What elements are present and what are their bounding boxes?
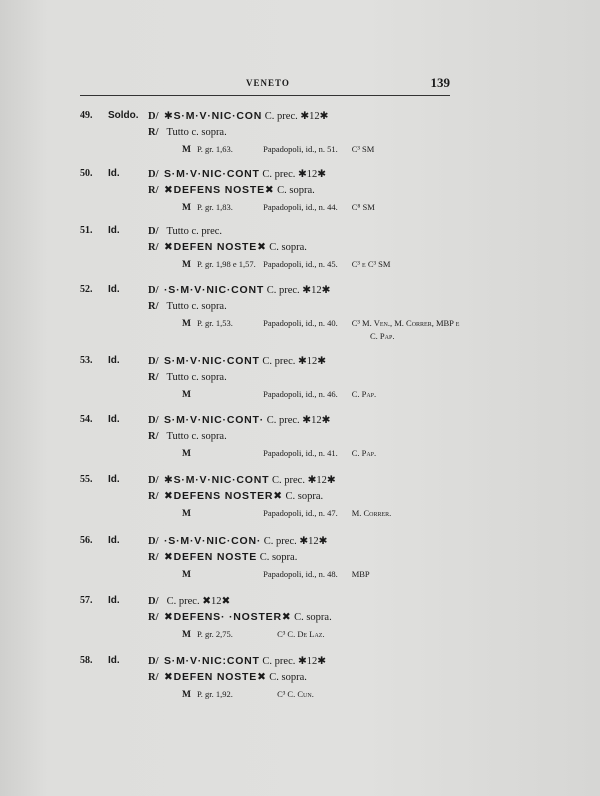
obverse-line xyxy=(148,474,336,486)
obverse-legend: ·S·M·V·NIC·CON· xyxy=(164,535,262,547)
collection-text: C⁸ SM xyxy=(351,202,375,212)
reverse-legend: ✖DEFENS NOSTE✖ xyxy=(164,184,275,196)
catalog-entry xyxy=(0,535,600,595)
obverse-legend: ✱S·M·V·NIC·CONT xyxy=(164,474,270,486)
catalog-entry xyxy=(0,168,600,228)
reverse-symbol: R/ xyxy=(148,491,159,502)
obverse-line xyxy=(148,535,327,547)
obverse-description: C. prec. ✱12✱ xyxy=(262,356,327,367)
catalog-entry xyxy=(0,655,600,715)
collection-text: C. Pap. xyxy=(351,448,377,458)
catalog-entry xyxy=(0,414,600,474)
reverse-description: Tutto c. sopra. xyxy=(166,372,227,383)
reverse-line xyxy=(148,671,307,683)
collection-text: MBP xyxy=(351,569,370,579)
metal-mark: M xyxy=(182,260,191,270)
entry-footnote xyxy=(182,318,459,329)
reverse-description: Tutto c. sopra. xyxy=(166,127,227,138)
reference-text: Papadopoli, id., n. 44. xyxy=(263,202,338,212)
obverse-line xyxy=(148,110,328,122)
entry-footnote xyxy=(182,144,374,155)
obverse-line xyxy=(148,414,330,426)
obverse-symbol: D/ xyxy=(148,226,159,237)
entry-footnote xyxy=(182,389,376,400)
entry-footnote xyxy=(182,259,390,270)
reverse-line xyxy=(148,611,332,623)
obverse-symbol: D/ xyxy=(148,596,159,607)
obverse-legend: ✱S·M·V·NIC·CON xyxy=(164,110,263,122)
collection-text: C³ M. Ven., M. Correr, MBP e xyxy=(351,318,460,328)
entry-number: 52. xyxy=(80,284,93,295)
obverse-line xyxy=(148,655,326,667)
reverse-legend: ✖DEFEN NOSTE✖ xyxy=(164,241,267,253)
reference-text: Papadopoli, id., n. 47. xyxy=(263,508,338,518)
metal-mark: M xyxy=(182,319,191,329)
entry-denomination: Id. xyxy=(108,284,120,295)
entry-number: 55. xyxy=(80,474,93,485)
collection-text: C. Pap. xyxy=(351,389,377,399)
obverse-symbol: D/ xyxy=(148,415,159,426)
reverse-line xyxy=(148,551,297,563)
entry-denomination: Soldo. xyxy=(108,110,139,121)
reverse-line xyxy=(148,184,315,196)
weight-text: P. gr. 1,83. xyxy=(196,202,233,212)
reverse-symbol: R/ xyxy=(148,242,159,253)
collection-text-continued: C. Pap. xyxy=(370,331,395,341)
metal-mark: M xyxy=(182,145,191,155)
reverse-description: C. sopra. xyxy=(269,242,307,253)
catalog-entry xyxy=(0,110,600,170)
reference-text: Papadopoli, id., n. 45. xyxy=(263,259,338,269)
reverse-legend: ✖DEFEN NOSTE✖ xyxy=(164,671,267,683)
reverse-legend: ✖DEFENS NOSTER✖ xyxy=(164,490,283,502)
weight-text: P. gr. 1,53. xyxy=(196,318,233,328)
obverse-description: C. prec. ✖12✖ xyxy=(166,596,231,607)
reverse-symbol: R/ xyxy=(148,372,159,383)
metal-mark: M xyxy=(182,570,191,580)
page-number: 139 xyxy=(430,75,450,90)
obverse-description: C. prec. ✱12✱ xyxy=(266,285,331,296)
reverse-symbol: R/ xyxy=(148,431,159,442)
obverse-symbol: D/ xyxy=(148,169,159,180)
reverse-description: C. sopra. xyxy=(259,552,298,563)
entry-number: 53. xyxy=(80,355,93,366)
obverse-symbol: D/ xyxy=(148,656,159,667)
running-title: VENETO xyxy=(246,78,290,88)
obverse-symbol: D/ xyxy=(148,536,159,547)
obverse-legend: S·M·V·NIC·CONT xyxy=(164,355,260,367)
reverse-symbol: R/ xyxy=(148,301,159,312)
entry-number: 57. xyxy=(80,595,93,606)
obverse-line xyxy=(148,168,326,180)
entry-denomination: Id. xyxy=(108,535,120,546)
obverse-symbol: D/ xyxy=(148,111,159,122)
metal-mark: M xyxy=(182,390,191,400)
catalog-entry xyxy=(0,355,600,415)
obverse-legend: S·M·V·NIC:CONT xyxy=(164,655,260,667)
reverse-description: Tutto c. sopra. xyxy=(166,431,227,442)
metal-mark: M xyxy=(182,630,191,640)
weight-text: P. gr. 2,75. xyxy=(196,629,233,639)
collection-text: C³ SM xyxy=(351,144,375,154)
entry-denomination: Id. xyxy=(108,655,120,666)
entry-footnote xyxy=(182,448,376,459)
entry-footnote xyxy=(182,689,314,700)
obverse-symbol: D/ xyxy=(148,285,159,296)
obverse-line xyxy=(148,225,222,237)
entry-number: 49. xyxy=(80,110,93,121)
entry-number: 51. xyxy=(80,225,93,236)
obverse-description: C. prec. ✱12✱ xyxy=(263,536,328,547)
entry-denomination: Id. xyxy=(108,414,120,425)
catalog-entry xyxy=(0,225,600,285)
obverse-symbol: D/ xyxy=(148,475,159,486)
metal-mark: M xyxy=(182,203,191,213)
catalog-entry xyxy=(0,284,600,344)
entry-denomination: Id. xyxy=(108,474,120,485)
obverse-legend: ·S·M·V·NIC·CONT xyxy=(164,284,265,296)
weight-text: P. gr. 1,98 e 1,57. xyxy=(196,259,256,269)
collection-text: C³ e C³ SM xyxy=(351,259,391,269)
reverse-description: C. sopra. xyxy=(277,185,315,196)
entry-number: 54. xyxy=(80,414,93,425)
reverse-symbol: R/ xyxy=(148,185,159,196)
reference-text: Papadopoli, id., n. 51. xyxy=(263,144,338,154)
obverse-description: C. prec. ✱12✱ xyxy=(262,169,327,180)
obverse-description: C. prec. ✱12✱ xyxy=(272,475,336,486)
collection-text: C³ C. Cun. xyxy=(277,689,314,699)
entry-footnote xyxy=(182,508,391,519)
metal-mark: M xyxy=(182,509,191,519)
obverse-line xyxy=(148,284,330,296)
entry-denomination: Id. xyxy=(108,225,120,236)
entry-number: 56. xyxy=(80,535,93,546)
reverse-description: C. sopra. xyxy=(269,672,307,683)
obverse-description: Tutto c. prec. xyxy=(166,226,223,237)
entry-footnote xyxy=(182,569,370,580)
entry-denomination: Id. xyxy=(108,168,120,179)
reverse-description: C. sopra. xyxy=(285,491,324,502)
obverse-legend: S·M·V·NIC·CONT xyxy=(164,168,260,180)
page-header xyxy=(80,76,450,96)
reference-text: Papadopoli, id., n. 40. xyxy=(263,318,338,328)
reverse-line xyxy=(148,126,227,138)
weight-text: P. gr. 1,63. xyxy=(196,144,233,154)
obverse-legend: S·M·V·NIC·CONT· xyxy=(164,414,265,426)
reference-text: Papadopoli, id., n. 41. xyxy=(263,448,338,458)
catalog-entry xyxy=(0,595,600,655)
entry-footnote-continued xyxy=(370,331,394,341)
reverse-description: Tutto c. sopra. xyxy=(166,301,227,312)
metal-mark: M xyxy=(182,690,191,700)
reverse-symbol: R/ xyxy=(148,127,159,138)
reverse-line xyxy=(148,300,227,312)
entry-footnote xyxy=(182,202,375,213)
obverse-line xyxy=(148,355,326,367)
reverse-line xyxy=(148,371,227,383)
reverse-legend: ✖DEFEN NOSTE xyxy=(164,551,258,563)
reverse-symbol: R/ xyxy=(148,552,159,563)
reverse-line xyxy=(148,241,307,253)
obverse-symbol: D/ xyxy=(148,356,159,367)
reverse-legend: ✖DEFENS· ·NOSTER✖ xyxy=(164,611,292,623)
weight-text: P. gr. 1,92. xyxy=(196,689,233,699)
entry-denomination: Id. xyxy=(108,595,120,606)
header-rule xyxy=(80,95,450,96)
entry-footnote xyxy=(182,629,325,640)
entry-number: 58. xyxy=(80,655,93,666)
reverse-line xyxy=(148,430,227,442)
obverse-description: C. prec. ✱12✱ xyxy=(264,111,329,122)
reverse-description: C. sopra. xyxy=(294,612,332,623)
obverse-line xyxy=(148,595,230,607)
metal-mark: M xyxy=(182,449,191,459)
reverse-line xyxy=(148,490,323,502)
catalog-entry xyxy=(0,474,600,534)
obverse-description: C. prec. ✱12✱ xyxy=(266,415,331,426)
entry-number: 50. xyxy=(80,168,93,179)
entry-denomination: Id. xyxy=(108,355,120,366)
collection-text: M. Correr. xyxy=(351,508,392,518)
reference-text: Papadopoli, id., n. 46. xyxy=(263,389,338,399)
reference-text: Papadopoli, id., n. 48. xyxy=(263,569,338,579)
reverse-symbol: R/ xyxy=(148,612,159,623)
collection-text: C³ C. De Laz. xyxy=(277,629,325,639)
reverse-symbol: R/ xyxy=(148,672,159,683)
obverse-description: C. prec. ✱12✱ xyxy=(262,656,327,667)
